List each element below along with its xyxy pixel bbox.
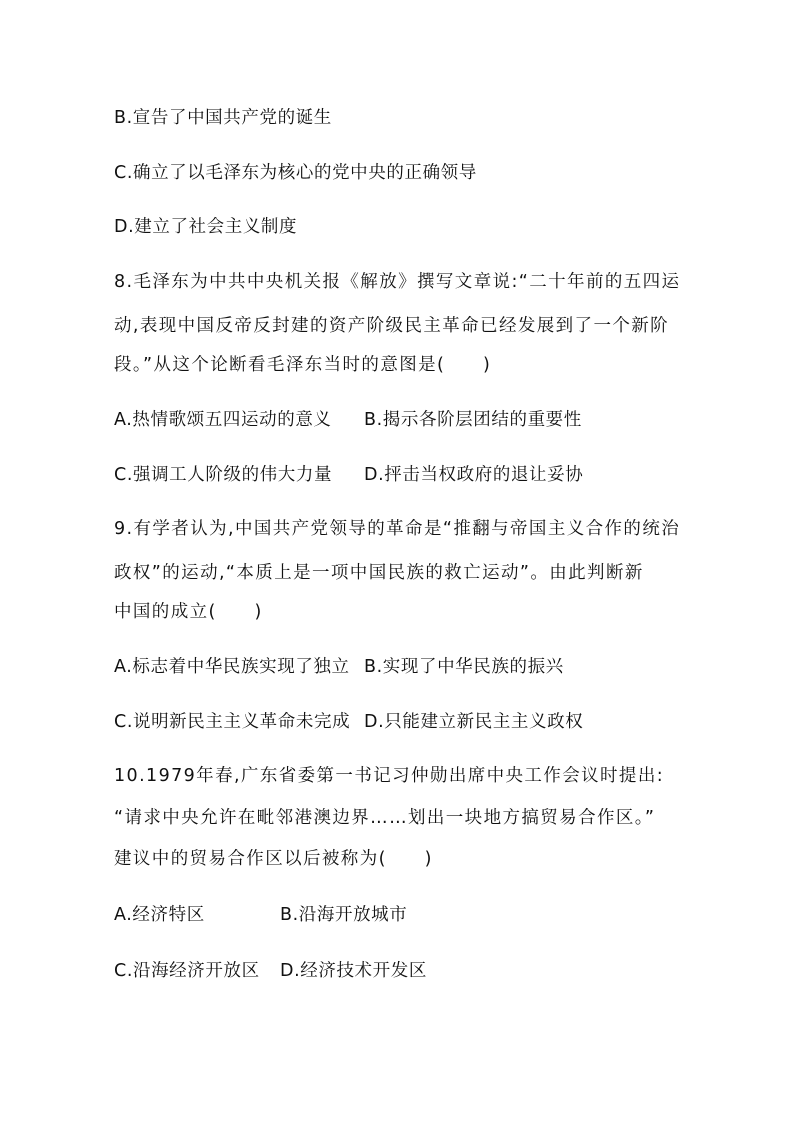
q7-option-d: D.建立了社会主义制度	[114, 217, 298, 237]
q9-option-b: B.实现了中华民族的振兴	[364, 657, 564, 677]
q9-option-a: A.标志着中华民族实现了独立	[114, 657, 350, 677]
q7-option-b: B.宣告了中国共产党的诞生	[114, 108, 332, 128]
q10-option-d: D.经济技术开发区	[280, 961, 427, 981]
q10-option-b: B.沿海开放城市	[280, 905, 408, 925]
q10-stem-line-3: 建议中的贸易合作区以后被称为( )	[114, 849, 433, 869]
q9-option-c: C.说明新民主主义革命未完成	[114, 712, 351, 732]
q8-stem-line-3: 段。”从这个论断看毛泽东当时的意图是( )	[114, 355, 492, 375]
q8-stem-line-1: 8.毛泽东为中共中央机关报《解放》撰写文章说:“二十年前的五四运	[114, 272, 681, 292]
q10-stem-line-2: “请求中央允许在毗邻港澳边界……划出一块地方搞贸易合作区。”	[114, 808, 656, 828]
q8-stem-line-2: 动,表现中国反帝反封建的资产阶级民主革命已经发展到了一个新阶	[114, 316, 670, 336]
q8-option-a: A.热情歌颂五四运动的意义	[114, 410, 332, 430]
q8-option-b: B.揭示各阶层团结的重要性	[364, 410, 582, 430]
q9-option-d: D.只能建立新民主主义政权	[364, 712, 584, 732]
q9-stem-line-2: 政权”的运动,“本质上是一项中国民族的救亡运动”。由此判断新	[114, 563, 644, 583]
q8-option-c: C.强调工人阶级的伟大力量	[114, 465, 333, 485]
q9-stem-line-1: 9.有学者认为,中国共产党领导的革命是“推翻与帝国主义合作的统治	[114, 519, 681, 539]
q9-stem-line-3: 中国的成立( )	[114, 602, 263, 622]
q8-option-d: D.抨击当权政府的退让妥协	[364, 465, 584, 485]
q10-option-a: A.经济特区	[114, 905, 205, 925]
q7-option-c: C.确立了以毛泽东为核心的党中央的正确领导	[114, 163, 477, 183]
q10-stem-line-1: 10.1979年春,广东省委第一书记习仲勋出席中央工作会议时提出:	[114, 766, 665, 786]
q10-option-c: C.沿海经济开放区	[114, 961, 260, 981]
